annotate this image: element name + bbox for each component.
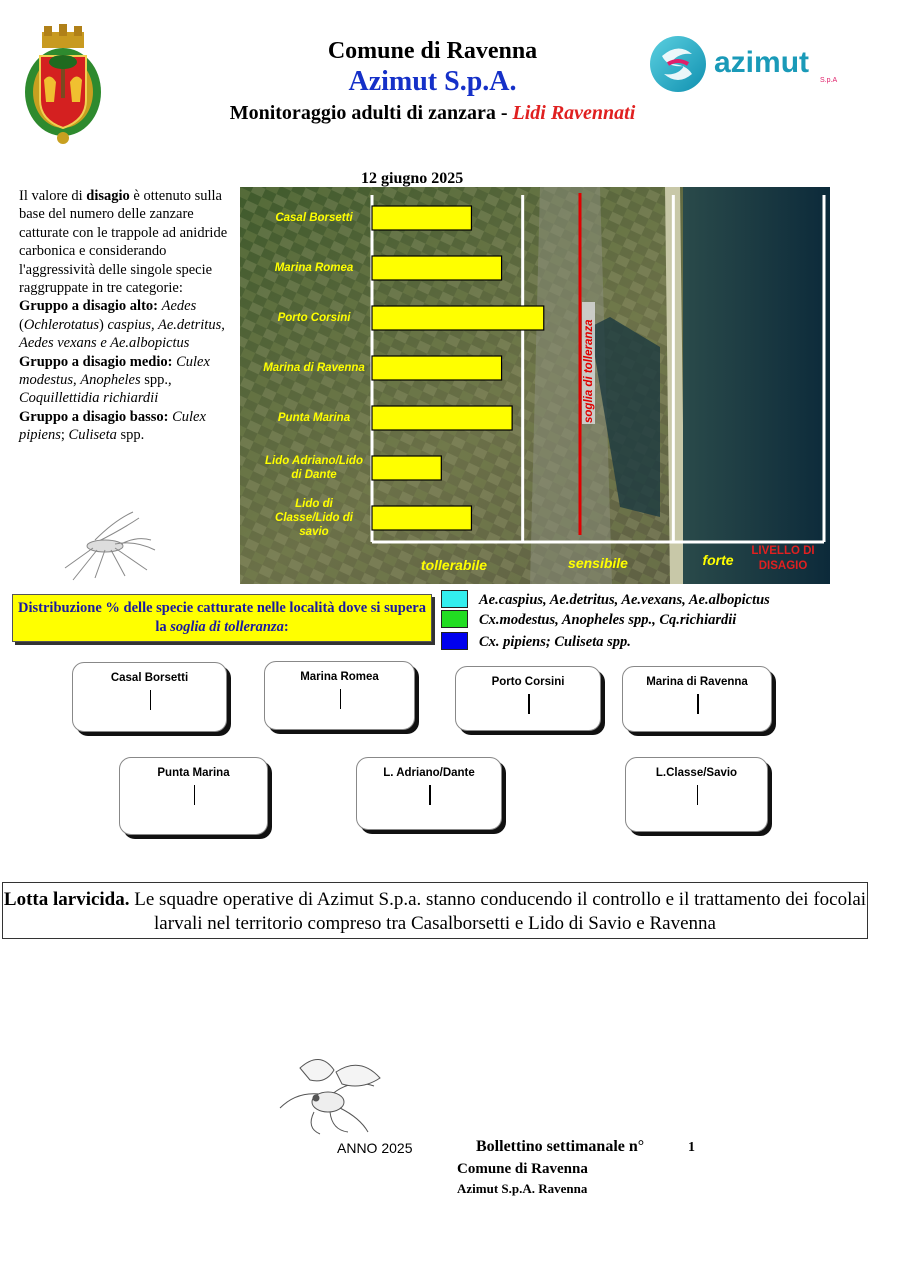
location-box-lido-adriano-dante: L. Adriano/Dante [356, 757, 502, 830]
map-town [530, 187, 612, 584]
location-box-marina-di-ravenna: Marina di Ravenna [622, 666, 772, 732]
footer-bulletin-number: 1 [688, 1140, 695, 1155]
category-label-5: Punta Marina [277, 412, 351, 424]
azimut-logo-sub: S.p.A [820, 77, 838, 84]
intro-text: Il valore di disagio è ottenuto sulla base del numero delle zanzare catturate con le trappole ad anidride carbonica e considerando l'aggressività delle singole specie raggruppate in tre categorie: Gruppo a disagio alto: Aedes (Ochlerotatus) caspius, Ae.detritus, Aedes vexans e Ae.albopictus Gruppo a disagio medio: Culex modestus, Anopheles spp., Coquillettidia richiardii Gruppo a disagio basso: Culex pipiens; Culiseta spp. [19, 188, 228, 444]
location-box-casal-borsetti: Casal Borsetti [72, 662, 227, 732]
footer-municipality: Comune di Ravenna [457, 1161, 588, 1177]
footer-year: ANNO 2025 [337, 1140, 413, 1156]
location-box-punta-marina: Punta Marina [119, 757, 268, 835]
legend-label-group-medium: Cx.modestus, Anopheles spp., Cq.richiardii [479, 612, 737, 628]
larvicide-notice [2, 882, 868, 939]
bar-4 [372, 356, 502, 380]
legend-label-group-high: Ae.caspius, Ae.detritus, Ae.vexans, Ae.albopictus [479, 592, 770, 608]
legend-label-group-low: Cx. pipiens; Culiseta spp. [479, 634, 631, 650]
title-monitoring [0, 102, 865, 125]
bee-illustration [270, 1048, 400, 1140]
bar-1 [372, 206, 471, 230]
location-box-lido-classe-savio: L.Classe/Savio [625, 757, 768, 832]
title-municipality: Comune di Ravenna [327, 38, 538, 64]
axis-title: LIVELLO DI DISAGIO [751, 545, 815, 572]
footer-bulletin-label: Bollettino settimanale n° [476, 1138, 645, 1155]
title-company: Azimut S.p.A. [348, 66, 517, 97]
map-sea [683, 187, 830, 584]
larvicide-notice-title: Lotta larvicida. [3, 889, 130, 910]
chart-date: 12 giugno 2025 [361, 170, 464, 187]
category-label-7: Lido di Classe/Lido di savio [275, 498, 353, 538]
category-label-4: Marina di Ravenna [263, 362, 365, 374]
legend-swatch-cyan [441, 590, 468, 608]
bar-7 [372, 506, 471, 530]
category-label-6: Lido Adriano/Lido di Dante [265, 455, 363, 481]
distribution-title-box: Distribuzione % delle specie catturate nelle località dove si supera la soglia di tolleranza: [12, 594, 432, 642]
azimut-logo-text: azimut [714, 46, 810, 79]
legend-swatch-blue [441, 632, 468, 650]
mosquito-illustration [55, 510, 160, 582]
zone-label-tollerabile: tollerabile [420, 557, 488, 573]
larvicide-notice-text: Le squadre operative di Azimut S.p.a. stanno conducendo il controllo e il trattamento dei focolai larvali nel territorio compreso tra Casalborsetti e Lido di Savio e Ravenna [129, 889, 867, 934]
location-box-porto-corsini: Porto Corsini [455, 666, 601, 731]
zone-label-forte: forte [702, 552, 734, 568]
disagio-chart [240, 187, 830, 584]
title-monitoring-area: Lidi Ravennati [512, 102, 636, 124]
bar-3 [372, 306, 544, 330]
category-label-2: Marina Romea [274, 262, 354, 274]
bar-2 [372, 256, 502, 280]
category-label-1: Casal Borsetti [275, 212, 353, 224]
zone-label-sensibile: sensibile [568, 555, 628, 571]
title-monitoring-prefix: Monitoraggio adulti di zanzara - [229, 102, 513, 124]
legend-swatch-green [441, 610, 468, 628]
bar-5 [372, 406, 512, 430]
threshold-label: soglia di tolleranza [583, 319, 595, 423]
category-label-3: Porto Corsini [277, 312, 351, 324]
bar-6 [372, 456, 441, 480]
footer-company: Azimut S.p.A. Ravenna [457, 1181, 588, 1196]
location-box-marina-romea: Marina Romea [264, 661, 415, 730]
